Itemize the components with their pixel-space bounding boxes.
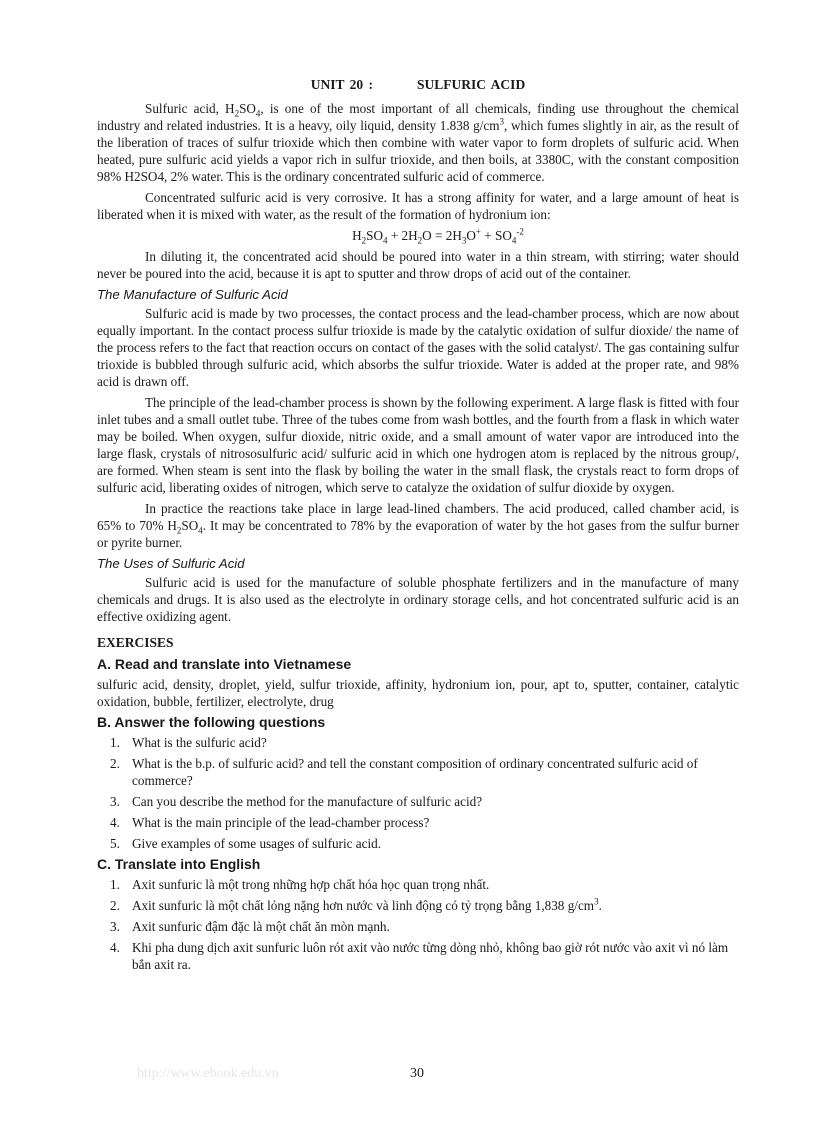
list-item: 5. Give examples of some usages of sulfuric acid. [110, 836, 382, 851]
questions-list [97, 734, 739, 852]
list-item: 4. What is the main principle of the lead-chamber process? [110, 815, 430, 830]
uses-paragraph: Sulfuric acid is used for the manufacture of soluble phosphate fertilizers and in the manufacture of many chemicals and drugs. It is also used as the electrolyte in ordinary storage cells, and hot concentrated sulfuric acid is an effective oxidizing agent. [97, 575, 739, 624]
intro-paragraph-2: Concentrated sulfuric acid is very corrosive. It has a strong affinity for water, and a large amount of heat is liberated when it is mixed with water, as the result of the formation of hydronium ion: [97, 190, 739, 222]
page-title [97, 76, 739, 93]
list-item: 2. What is the b.p. of sulfuric acid? and tell the constant composition of ordinary concentrated sulfuric acid of commerce? [110, 756, 698, 788]
list-item: 3. Axit sunfuric đậm đặc là một chất ăn mòn mạnh. [110, 919, 390, 934]
list-item: 3. Can you describe the method for the manufacture of sulfuric acid? [110, 794, 483, 809]
manufacture-paragraph-3: In practice the reactions take place in large lead-lined chambers. The acid produced, called chamber acid, is 65% to 70% $H_2SO_4$. It may be concentrated to 78% by the evaporation of water by the hot gases from the sulfur burner or pyrite burner. [97, 501, 739, 550]
uses-heading: The Uses of Sulfuric Acid [97, 556, 245, 571]
intro-paragraph-1: Sulfuric acid, $H_2SO_4$, is one of the most important of all chemicals, finding use throughout the chemical industry and related industries. It is a heavy, oily liquid, density 1.838 $g/cm^3$, which fumes slightly in air, as the result of the liberation of traces of sulfur trioxide which then combine with water vapor to form droplets of sulfuric acid. When heated, pure sulfuric acid yields a vapor rich in sulfur trioxide, and then boils, at 3380C, with the constant composition 98% H2SO4, 2% water. This is the ordinary concentrated sulfuric acid of commerce. [97, 101, 740, 184]
exercises-heading: EXERCISES [97, 635, 174, 650]
manufacture-paragraph-2: The principle of the lead-chamber process is shown by the following experiment. A large flask is fitted with four inlet tubes and a small outlet tube. Three of the tubes come from wash bottles, and the fourth from a flask in which water may be boiled. When oxygen, sulfur dioxide, nitric oxide, and a small amount of water vapor are introduced into the large flask, crystals of nitrososulfuric acid/ sulfuric acid in which one hydrogen atom is replaced by the nitrous group/, are formed. When steam is sent into the flask by boiling the water in the small flask, the crystals react to form drops of sulfuric acid, liberating oxides of nitrogen, which serve to catalyze the oxidation of sulfur dioxide by oxygen. [97, 395, 739, 495]
footer-url-watermark: http://www.ebook.edu.vn [137, 1066, 279, 1081]
document-page [97, 72, 739, 977]
hydronium-equation: $H_2SO_4 + 2H_2O = 2H_3O^+ + SO_4^{-2}$ [352, 226, 524, 246]
list-item: 2. Axit sunfuric là một chất lỏng nặng hơn nước và linh động có tỷ trọng bằng 1,838 $g/cm^3$. [110, 896, 602, 913]
section-b-heading: B. Answer the following questions [97, 714, 326, 730]
section-c-heading: C. Translate into English [97, 856, 261, 872]
list-item: 1. What is the sulfuric acid? [110, 735, 267, 750]
page-number: 30 [410, 1066, 424, 1081]
list-item: 4. Khi pha dung dịch axit sunfuric luôn rót axit vào nước từng dòng nhỏ, không bao giờ rót nước vào axit vì nó làm bắn axit ra. [110, 940, 729, 972]
intro-paragraph-3: In diluting it, the concentrated acid should be poured into water in a thin stream, with stirring; water should never be poured into the acid, because it is apt to sputter and throw drops of acid out of the container. [97, 249, 739, 281]
translation-list [97, 876, 739, 973]
manufacture-paragraph-1: Sulfuric acid is made by two processes, the contact process and the lead-chamber process, which are now about equally important. In the contact process sulfur trioxide is made by the catalytic oxidation of sulfur dioxide/ the name of the process refers to the fact that reaction occurs on contact of the gases with the solid catalyst/. The gas containing sulfur trioxide is bubbled through sulfuric acid, which absorbs the sulfur trioxide. Water is added at the proper rate, and 98% acid is drawn off. [97, 306, 739, 389]
vocabulary-list: sulfuric acid, density, droplet, yield, sulfur trioxide, affinity, hydronium ion, pour, apt to, sputter, container, catalytic oxidation, bubble, fertilizer, electrolyte, drug [97, 677, 739, 709]
unit-topic: SULFURIC ACID [417, 77, 526, 92]
manufacture-heading: The Manufacture of Sulfuric Acid [97, 287, 288, 302]
unit-label: UNIT 20 : [310, 77, 374, 92]
list-item: 1. Axit sunfuric là một trong những hợp chất hóa học quan trọng nhất. [110, 877, 490, 892]
section-a-heading: A. Read and translate into Vietnamese [97, 656, 352, 672]
